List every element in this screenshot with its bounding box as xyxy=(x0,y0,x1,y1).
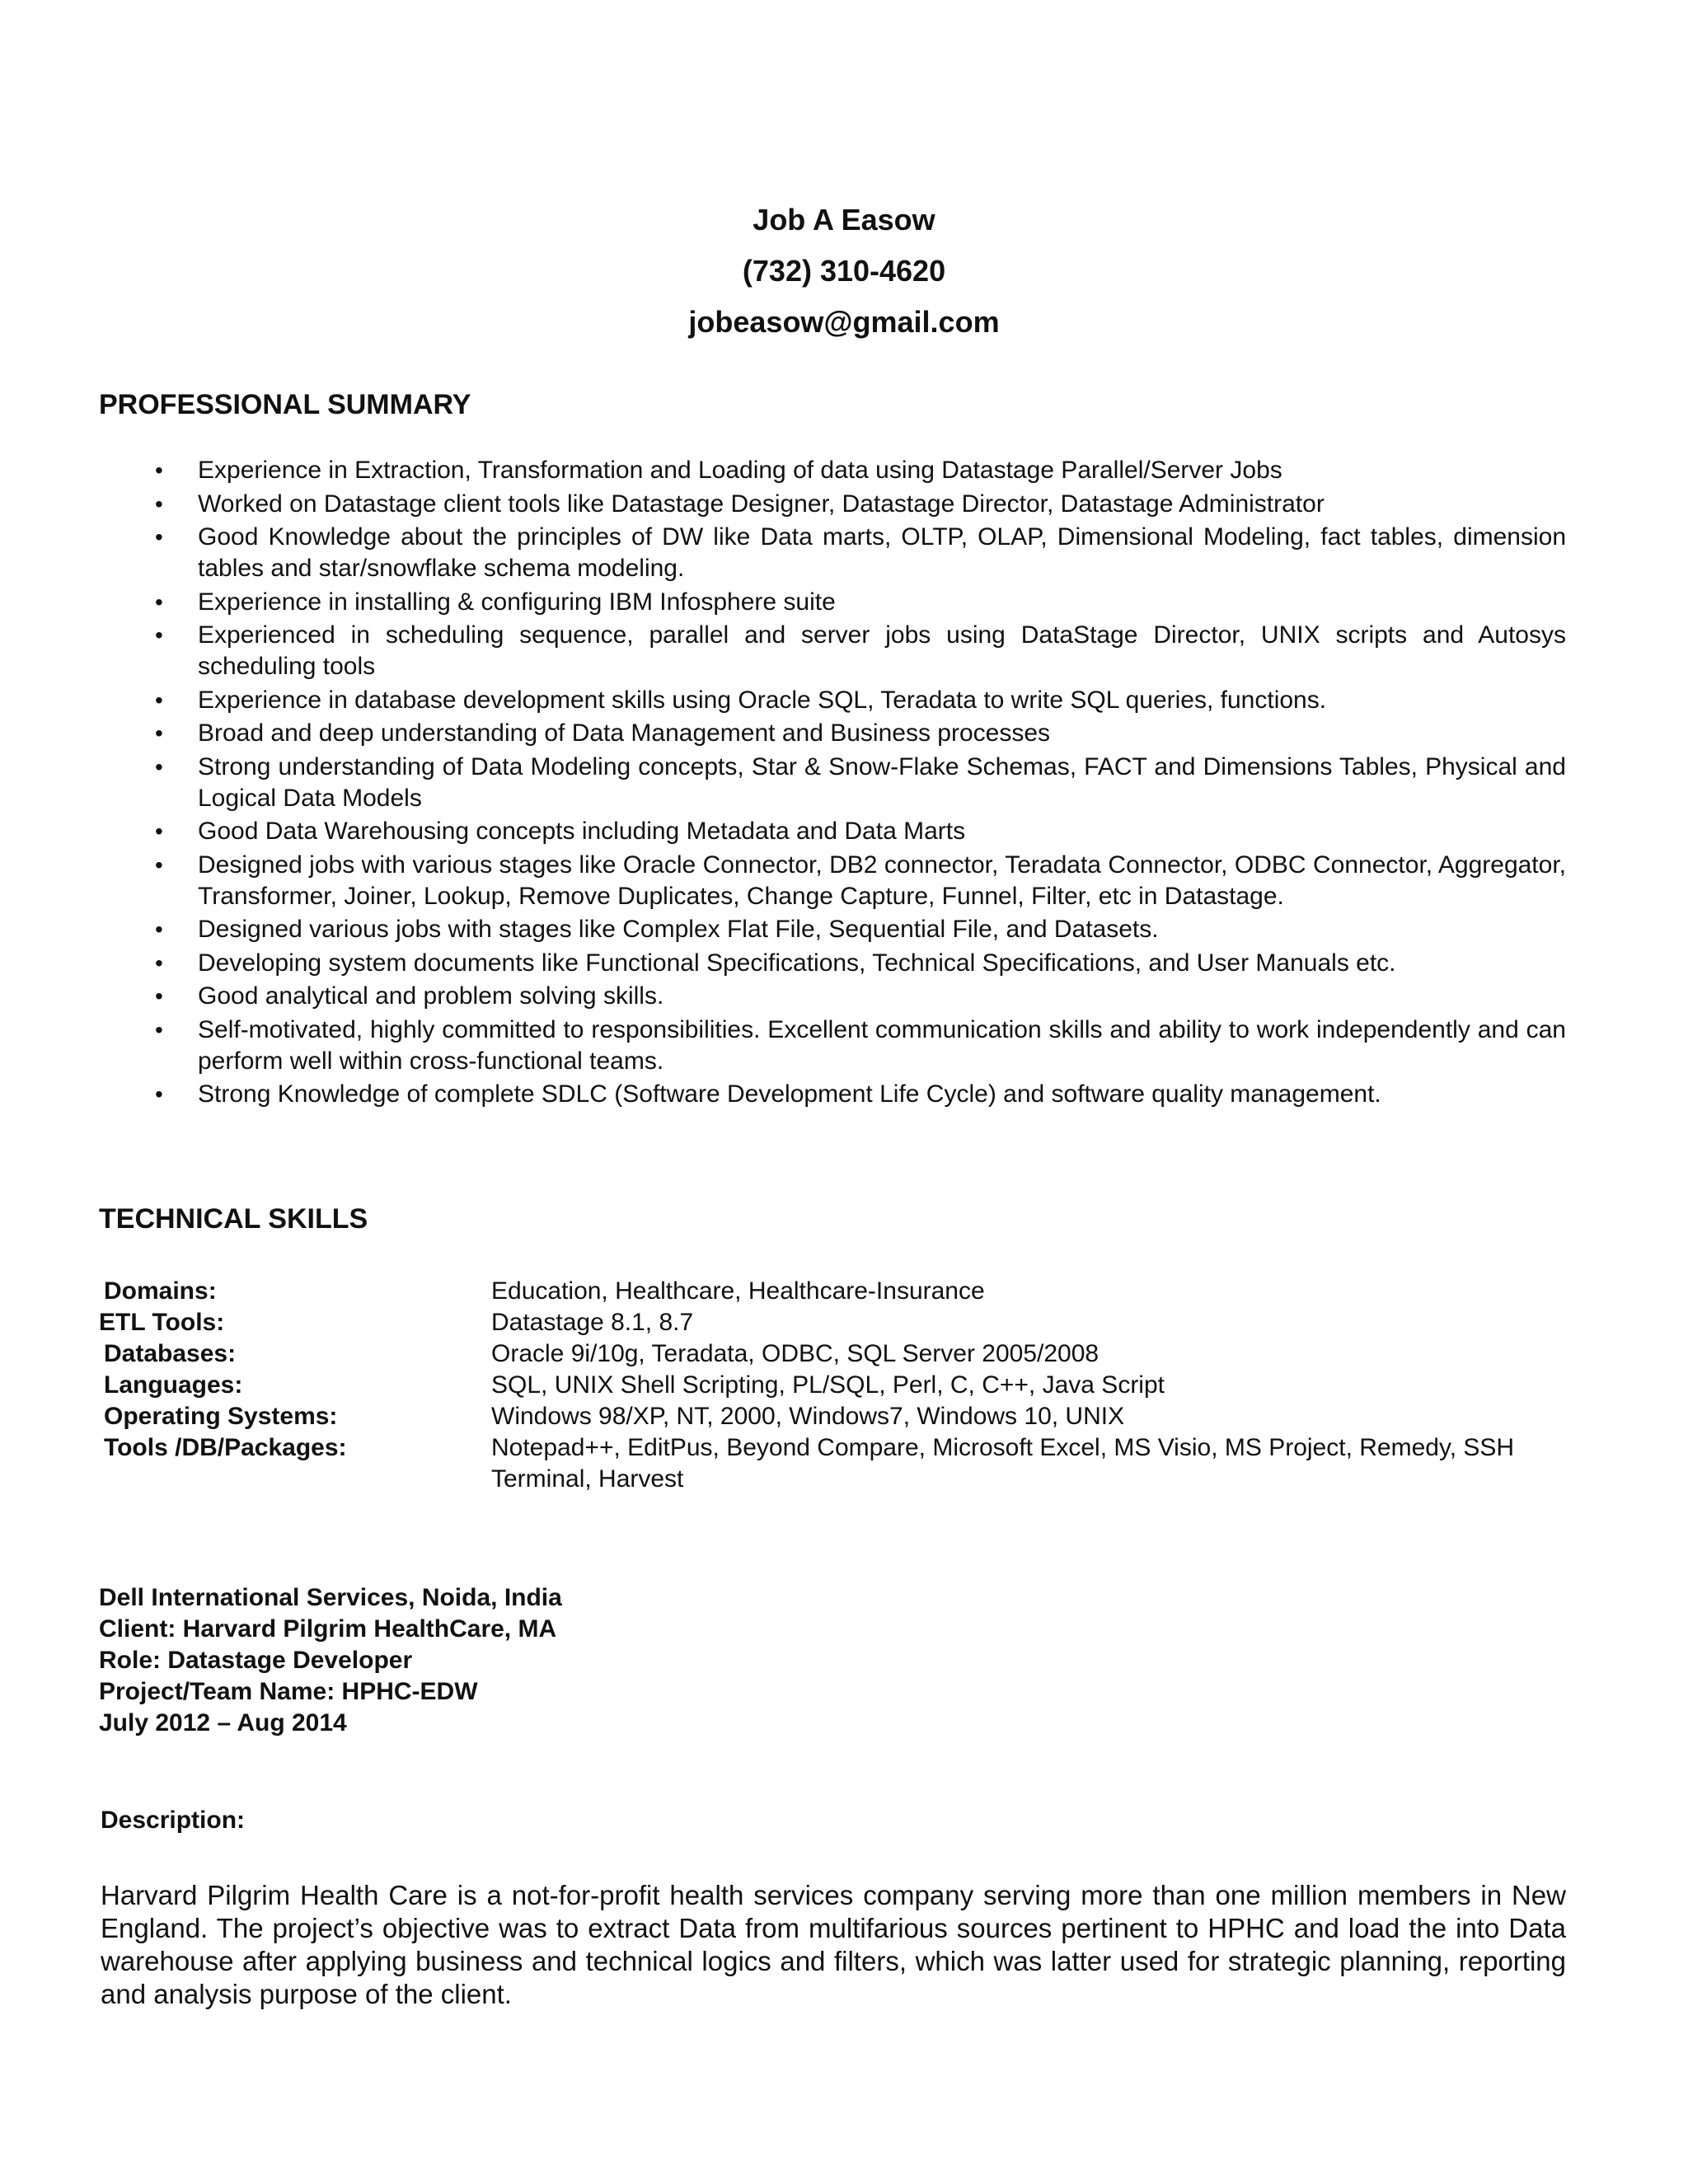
bullet-icon: • xyxy=(155,753,163,780)
summary-bullet xyxy=(99,685,1566,716)
summary-bullet xyxy=(99,522,1566,584)
job-description: Harvard Pilgrim Health Care is a not-for-profit health services company serving more than one million members in New England. The project’s objective was to extract Data from multifarious sources pertinent to HPHC and load the into Data warehouse after applying business and technical logics and filters, which was latter used for strategic planning, reporting and analysis purpose of the client. xyxy=(101,1880,1566,2009)
bullet-icon: • xyxy=(155,687,163,713)
skill-row xyxy=(99,1307,1582,1338)
summary-bullet-text: Developing system documents like Functional Specifications, Technical Specifications, and User Manuals etc. xyxy=(198,949,1396,977)
description-label: Description: xyxy=(101,1807,246,1834)
summary-bullet-text: Self-motivated, highly committed to responsibilities. Excellent communication skills and ability to work independently and can perform well within cross-functional teams. xyxy=(198,1015,1566,1075)
summary-bullet xyxy=(99,1079,1566,1110)
summary-bullet-text: Experience in database development skills using Oracle SQL, Teradata to write SQL queries, functions. xyxy=(198,686,1327,714)
summary-bullet xyxy=(99,1015,1566,1077)
job-client: Client: Harvard Pilgrim HealthCare, MA xyxy=(99,1615,557,1643)
skill-label: Languages: xyxy=(104,1371,243,1399)
skill-value: SQL, UNIX Shell Scripting, PL/SQL, Perl, C, C++, Java Script xyxy=(491,1371,1165,1399)
summary-bullet xyxy=(99,850,1566,912)
summary-bullet xyxy=(99,816,1566,847)
job-dates: July 2012 – Aug 2014 xyxy=(99,1709,347,1736)
job-company: Dell International Services, Noida, India xyxy=(99,1584,562,1611)
job-project: Project/Team Name: HPHC-EDW xyxy=(99,1678,478,1705)
summary-bullet xyxy=(99,752,1566,814)
bullet-icon: • xyxy=(155,1081,163,1107)
skill-label: ETL Tools: xyxy=(99,1309,225,1336)
summary-bullet xyxy=(99,981,1566,1012)
summary-bullet-text: Good Knowledge about the principles of DW like Data marts, OLTP, OLAP, Dimensional Modeling, fact tables, dimension tables and star/snowflake schema modeling. xyxy=(198,523,1566,582)
skill-row xyxy=(99,1370,1582,1401)
bullet-icon: • xyxy=(155,588,163,615)
resume-header xyxy=(0,194,1688,348)
bullet-icon: • xyxy=(155,524,163,550)
candidate-name: Job A Easow xyxy=(753,203,935,237)
summary-bullet xyxy=(99,948,1566,979)
bullet-icon: • xyxy=(155,1016,163,1043)
bullet-icon: • xyxy=(155,622,163,648)
skill-label: Databases: xyxy=(104,1340,237,1367)
bullet-icon: • xyxy=(155,720,163,746)
skill-row xyxy=(99,1276,1582,1307)
summary-bullet xyxy=(99,620,1566,682)
skill-value: Notepad++, EditPus, Beyond Compare, Microsoft Excel, MS Visio, MS Project, Remedy, SSH Terminal, Harvest xyxy=(491,1434,1515,1493)
candidate-phone: (732) 310-4620 xyxy=(742,254,946,288)
summary-bullet xyxy=(99,718,1566,749)
skill-label: Operating Systems: xyxy=(104,1403,338,1430)
skills-table xyxy=(99,1276,1582,1495)
summary-bullet-text: Experience in Extraction, Transformation and Loading of data using Datastage Parallel/Server Jobs xyxy=(198,457,1282,484)
summary-bullet xyxy=(99,914,1566,945)
skill-value: Oracle 9i/10g, Teradata, ODBC, SQL Server 2005/2008 xyxy=(491,1340,1100,1367)
summary-bullet-text: Good Data Warehousing concepts including Metadata and Data Marts xyxy=(198,818,966,845)
bullet-icon: • xyxy=(155,949,163,976)
bullet-icon: • xyxy=(155,818,163,844)
bullet-icon: • xyxy=(155,457,163,483)
summary-bullet-text: Strong understanding of Data Modeling concepts, Star & Snow-Flake Schemas, FACT and Dimensions Tables, Physical and Logical Data Models xyxy=(198,752,1566,812)
summary-bullet-text: Experienced in scheduling sequence, parallel and server jobs using DataStage Director, UNIX scripts and Autosys scheduling tools xyxy=(198,621,1566,680)
summary-bullet-text: Designed jobs with various stages like Oracle Connector, DB2 connector, Teradata Connector, ODBC Connector, Aggregator, Transformer, Joiner, Lookup, Remove Duplicates, Change Capture, Funnel, Filter, etc in Datastage. xyxy=(198,851,1566,910)
skill-row xyxy=(99,1432,1582,1495)
summary-bullet-text: Good analytical and problem solving skills. xyxy=(198,982,664,1010)
job-details xyxy=(99,1582,562,1739)
skill-label: Tools /DB/Packages: xyxy=(104,1434,347,1461)
skill-value: Education, Healthcare, Healthcare-Insurance xyxy=(491,1277,985,1305)
summary-heading: PROFESSIONAL SUMMARY xyxy=(99,389,471,420)
bullet-icon: • xyxy=(155,490,163,517)
summary-list xyxy=(99,455,1566,1113)
skill-row xyxy=(99,1401,1582,1432)
skill-label: Domains: xyxy=(104,1277,217,1305)
skills-heading: TECHNICAL SKILLS xyxy=(99,1203,368,1235)
summary-bullet-text: Broad and deep understanding of Data Management and Business processes xyxy=(198,719,1051,747)
summary-bullet-text: Worked on Datastage client tools like Datastage Designer, Datastage Director, Datastage Administrator xyxy=(198,490,1325,518)
skill-value: Datastage 8.1, 8.7 xyxy=(491,1309,694,1336)
summary-bullet xyxy=(99,489,1566,520)
summary-bullet xyxy=(99,455,1566,486)
summary-bullet xyxy=(99,587,1566,618)
job-role: Role: Datastage Developer xyxy=(99,1647,413,1674)
summary-bullet-text: Strong Knowledge of complete SDLC (Software Development Life Cycle) and software quality management. xyxy=(198,1080,1381,1108)
skill-value: Windows 98/XP, NT, 2000, Windows7, Windows 10, UNIX xyxy=(491,1403,1125,1430)
bullet-icon: • xyxy=(155,983,163,1009)
candidate-email: jobeasow@gmail.com xyxy=(688,305,1000,339)
summary-bullet-text: Experience in installing & configuring IBM Infosphere suite xyxy=(198,588,836,616)
bullet-icon: • xyxy=(155,916,163,942)
skill-row xyxy=(99,1338,1582,1370)
summary-bullet-text: Designed various jobs with stages like Complex Flat File, Sequential File, and Datasets. xyxy=(198,916,1159,943)
bullet-icon: • xyxy=(155,851,163,878)
